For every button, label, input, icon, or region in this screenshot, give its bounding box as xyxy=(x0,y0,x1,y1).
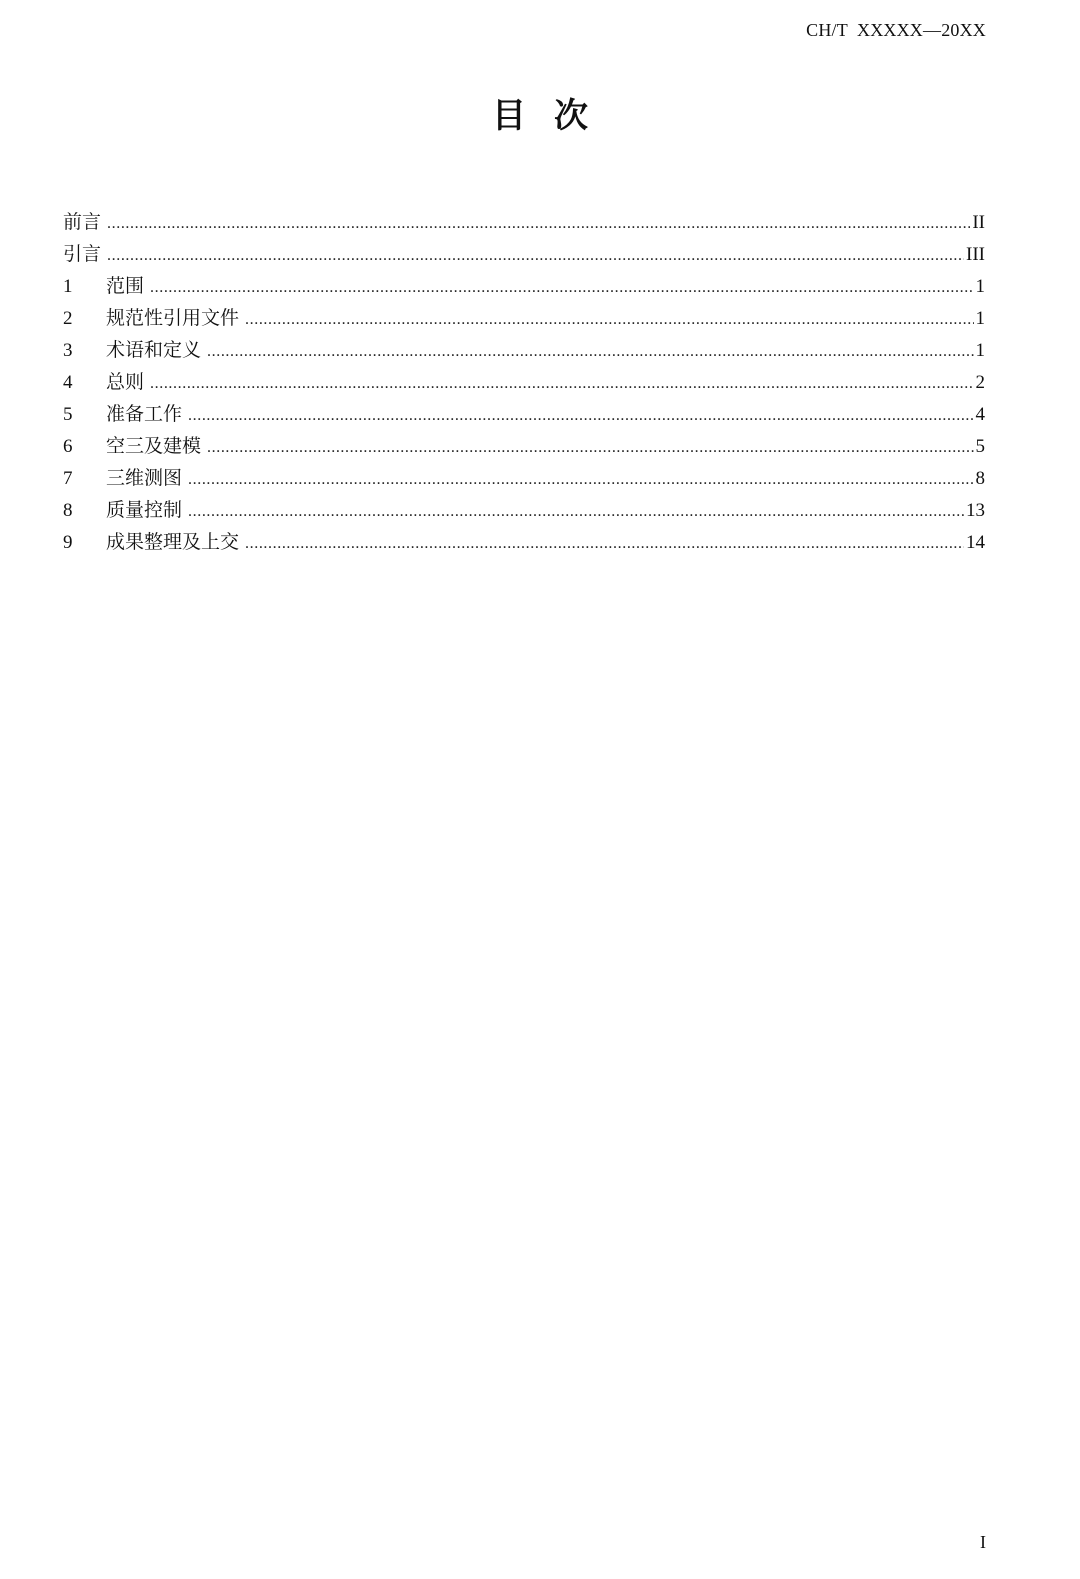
toc-entry-quality-control[interactable] xyxy=(63,494,985,526)
toc-entry-number: 9 xyxy=(63,532,73,553)
toc-dot-leader xyxy=(188,464,973,496)
toc-entry-page: 1 xyxy=(975,276,985,297)
toc-dot-leader xyxy=(188,496,964,528)
toc-entry-page: 13 xyxy=(966,500,985,521)
toc-dot-leader xyxy=(150,368,973,400)
toc-entry-number: 2 xyxy=(63,308,73,329)
toc-dot-leader xyxy=(245,528,964,560)
toc-title: 目次 xyxy=(492,96,616,136)
toc-entry-page: 4 xyxy=(975,404,985,425)
toc-entry-text: 范围 xyxy=(106,275,145,297)
toc-entry-text: 空三及建模 xyxy=(106,435,202,457)
toc-entry-page: 5 xyxy=(975,436,985,457)
toc-entry-text: 三维测图 xyxy=(106,467,183,489)
toc-entry-introduction[interactable] xyxy=(63,238,985,270)
toc-entry-number: 6 xyxy=(63,436,73,457)
toc-entry-preface[interactable] xyxy=(63,206,985,238)
toc-entry-text: 引言 xyxy=(63,243,102,265)
toc-entry-deliverables[interactable] xyxy=(63,526,985,558)
toc-entry-text: 成果整理及上交 xyxy=(106,531,240,553)
toc-entry-page: 1 xyxy=(975,308,985,329)
toc-entry-page: III xyxy=(966,244,985,265)
toc-entry-number: 8 xyxy=(63,500,73,521)
toc-entry-text: 质量控制 xyxy=(106,499,183,521)
toc-dot-leader xyxy=(188,400,973,432)
toc-dot-leader xyxy=(107,240,964,272)
toc-entry-text: 规范性引用文件 xyxy=(106,307,240,329)
toc-entry-number: 5 xyxy=(63,404,73,425)
toc-entry-text: 准备工作 xyxy=(106,403,183,425)
toc-entry-text: 总则 xyxy=(106,371,145,393)
toc-entry-page: 14 xyxy=(966,532,985,553)
toc-entry-page: II xyxy=(972,212,985,233)
toc-entry-aerotriangulation-modeling[interactable] xyxy=(63,430,985,462)
toc-entry-text: 术语和定义 xyxy=(106,339,202,361)
toc-dot-leader xyxy=(207,336,973,368)
toc-entry-number: 1 xyxy=(63,276,73,297)
toc-entry-normative-references[interactable] xyxy=(63,302,985,334)
table-of-contents xyxy=(63,206,985,558)
toc-entry-preparation[interactable] xyxy=(63,398,985,430)
toc-entry-number: 4 xyxy=(63,372,73,393)
toc-entry-number: 7 xyxy=(63,468,73,489)
toc-entry-3d-mapping[interactable] xyxy=(63,462,985,494)
toc-dot-leader xyxy=(107,208,970,240)
toc-entry-general[interactable] xyxy=(63,366,985,398)
toc-entry-page: 1 xyxy=(975,340,985,361)
toc-dot-leader xyxy=(245,304,973,336)
toc-entry-text: 前言 xyxy=(63,211,102,233)
page-number: I xyxy=(980,1532,986,1552)
toc-entry-page: 8 xyxy=(975,468,985,489)
toc-entry-page: 2 xyxy=(975,372,985,393)
toc-entry-terms-definitions[interactable] xyxy=(63,334,985,366)
toc-dot-leader xyxy=(150,272,973,304)
document-code: CH/T XXXXX—20XX xyxy=(806,20,986,40)
toc-entry-scope[interactable] xyxy=(63,270,985,302)
toc-entry-number: 3 xyxy=(63,340,73,361)
toc-dot-leader xyxy=(207,432,973,464)
